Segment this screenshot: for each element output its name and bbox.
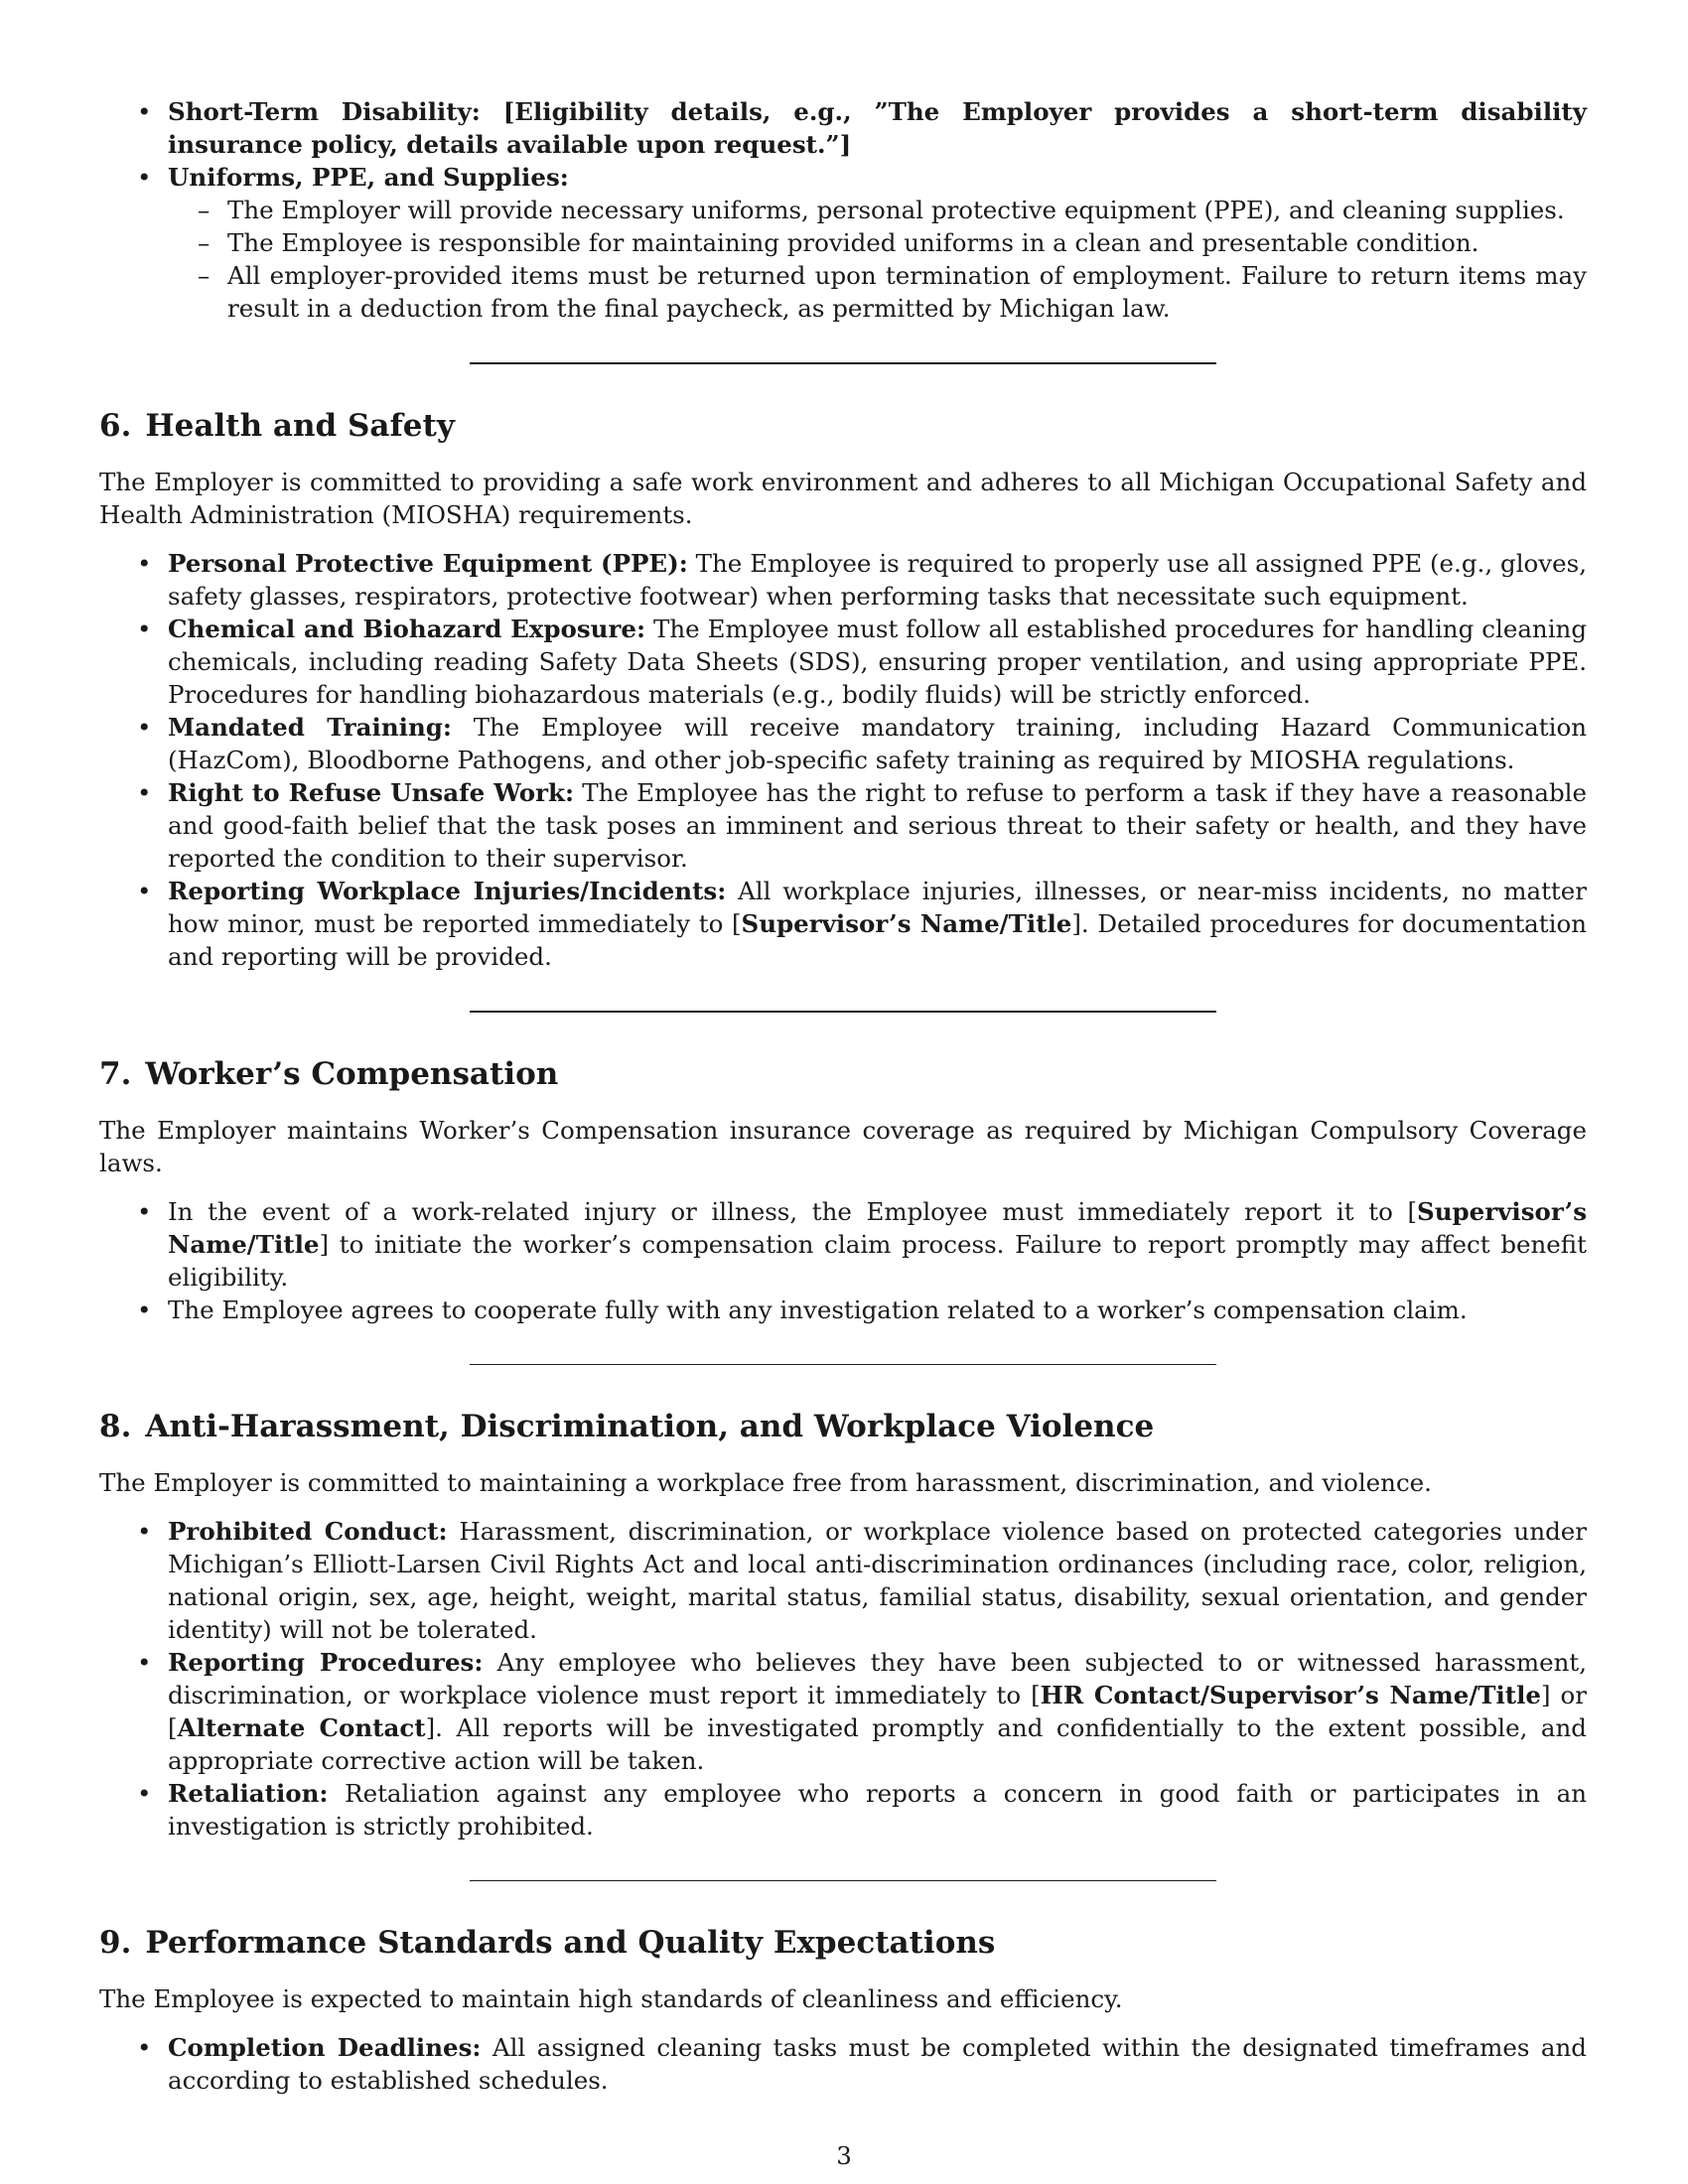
item-label: Right to Refuse Unsafe Work: <box>168 778 574 807</box>
item-text: Any employee who believes they have been subjected to or witnessed harassment, discrimination, or workplace violence must report it immediately to [ <box>168 1648 1587 1709</box>
section-title: Worker’s Compensation <box>145 1056 559 1092</box>
document-page <box>99 95 1587 2097</box>
item-text: The Employee has the right to refuse to perform a task if they have a reasonable and good-faith belief that the task poses an imminent and serious threat to their safety or health, and they have reported the condition to their supervisor. <box>168 778 1587 873</box>
section-divider <box>470 1011 1216 1013</box>
section-intro: The Employer maintains Worker’s Compensation insurance coverage as required by Michigan Compulsory Coverage laws. <box>99 1116 1587 1177</box>
sublist-item: – The Employee is responsible for maintaining provided uniforms in a clean and presentable condition. <box>168 226 1587 259</box>
item-text: ] or [ <box>168 1681 1588 1742</box>
section-health-and-safety <box>99 406 1587 973</box>
item-text: ]. All reports will be investigated promptly and confidentially to the extent possible, and appropriate corrective action will be taken. <box>168 1713 1587 1775</box>
list-item <box>99 1294 1587 1326</box>
item-text: [Eligibility details, e.g., ”The Employer provides a short-term disability insurance policy, details available upon request.”] <box>168 97 1587 159</box>
item-text: Harassment, discrimination, or workplace violence based on protected categories under Michigan’s Elliott-Larsen Civil Rights Act and local anti-discrimination ordinances (including race, color, religion, national origin, sex, age, height, weight, marital status, familial status, disability, sexual orientation, and gender identity) will not be tolerated. <box>168 1517 1587 1644</box>
section-number: 9. <box>99 1925 132 1961</box>
item-text: The Employee is required to properly use all assigned PPE (e.g., gloves, safety glasses, respirators, protective footwear) when performing tasks that necessitate such equipment. <box>168 549 1587 611</box>
section-list <box>99 547 1587 973</box>
item-text: ] to initiate the worker’s compensation claim process. Failure to report promptly may affect benefit eligibility. <box>168 1230 1587 1292</box>
list-item <box>99 1195 1587 1294</box>
item-text: The Employee will receive mandatory training, including Hazard Communication (HazCom), Bloodborne Pathogens, and other job-specific safety training as required by MIOSHA regulations. <box>168 713 1587 774</box>
section-divider <box>470 1364 1216 1365</box>
item-label: Personal Protective Equipment (PPE): <box>168 549 688 578</box>
placeholder-field: HR Contact/Supervisor’s Name/Title <box>1040 1681 1542 1709</box>
list-item <box>99 613 1587 711</box>
placeholder-field: Supervisor’s Name/Title <box>741 909 1072 938</box>
section-intro: The Employee is expected to maintain high standards of cleanliness and efficiency. <box>99 1984 1123 2013</box>
section-performance-standards <box>99 1923 1587 2097</box>
section-number: 7. <box>99 1056 132 1092</box>
item-text: Retaliation against any employee who reports a concern in good faith or participates in an investigation is strictly prohibited. <box>168 1779 1587 1841</box>
item-label: Mandated Training: <box>168 713 452 742</box>
uniforms-sublist <box>168 194 1587 325</box>
item-text: The Employee must follow all established procedures for handling cleaning chemicals, including reading Safety Data Sheets (SDS), ensuring proper ventilation, and using appropriate PPE. Procedures for handling biohazardous materials (e.g., bodily fluids) will be strictly enforced. <box>168 614 1588 709</box>
item-text: All workplace injuries, illnesses, or near-miss incidents, no matter how minor, must be reported immediately to [ <box>168 877 1587 938</box>
section-list <box>99 1515 1587 1843</box>
item-label: Reporting Workplace Injuries/Incidents: <box>168 877 727 905</box>
item-label: Chemical and Biohazard Exposure: <box>168 614 646 643</box>
sublist-item: – All employer-provided items must be returned upon termination of employment. Failure to return items may result in a deduction from the final paycheck, as permitted by Michigan law. <box>168 259 1587 325</box>
item-label: Short-Term Disability: <box>168 97 481 126</box>
section-intro: The Employer is committed to maintaining a workplace free from harassment, discrimination, and violence. <box>99 1468 1432 1497</box>
item-label: Uniforms, PPE, and Supplies: <box>168 163 569 192</box>
sublist-item: – The Employer will provide necessary uniforms, personal protective equipment (PPE), and cleaning supplies. <box>168 194 1587 226</box>
section-title: Anti-Harassment, Discrimination, and Workplace Violence <box>145 1409 1155 1444</box>
list-item-short-term-disability <box>99 95 1587 161</box>
section-number: 8. <box>99 1409 132 1444</box>
benefits-list <box>99 95 1587 325</box>
list-item <box>99 875 1587 973</box>
section-number: 6. <box>99 408 132 444</box>
list-item <box>99 2031 1587 2097</box>
list-item <box>99 776 1587 875</box>
item-text: ]. Detailed procedures for documentation and reporting will be provided. <box>168 909 1587 971</box>
item-text: The Employee agrees to cooperate fully with any investigation related to a worker’s compensation claim. <box>168 1296 1468 1324</box>
section-list <box>99 1195 1587 1326</box>
list-item <box>99 1646 1587 1777</box>
item-label: Completion Deadlines: <box>168 2033 482 2062</box>
item-label: Prohibited Conduct: <box>168 1517 448 1546</box>
list-item <box>99 547 1587 613</box>
item-text: All assigned cleaning tasks must be completed within the designated timeframes and according to established schedules. <box>168 2033 1587 2095</box>
page-number: 3 <box>836 2141 852 2170</box>
placeholder-field: Supervisor’s Name/Title <box>168 1197 1587 1259</box>
section-title: Performance Standards and Quality Expectations <box>145 1925 996 1961</box>
section-list <box>99 2031 1587 2097</box>
section-divider <box>470 362 1216 364</box>
list-item <box>99 1777 1587 1843</box>
section-divider <box>470 1880 1216 1881</box>
section-heading <box>99 406 1587 446</box>
section-title: Health and Safety <box>145 408 455 444</box>
section-heading <box>99 1054 1587 1094</box>
item-label: Reporting Procedures: <box>168 1648 484 1677</box>
section-anti-harassment <box>99 1407 1587 1843</box>
section-heading <box>99 1407 1587 1446</box>
list-item <box>99 711 1587 776</box>
list-item-uniforms <box>99 161 1587 325</box>
section-intro: The Employer is committed to providing a safe work environment and adheres to all Michigan Occupational Safety and Health Administration (MIOSHA) requirements. <box>99 468 1587 529</box>
section-heading <box>99 1923 1587 1963</box>
placeholder-field: Alternate Contact <box>177 1713 426 1742</box>
list-item <box>99 1515 1587 1646</box>
section-workers-compensation <box>99 1054 1587 1326</box>
item-label: Retaliation: <box>168 1779 329 1808</box>
item-text: In the event of a work-related injury or illness, the Employee must immediately report it to [ <box>168 1197 1418 1226</box>
